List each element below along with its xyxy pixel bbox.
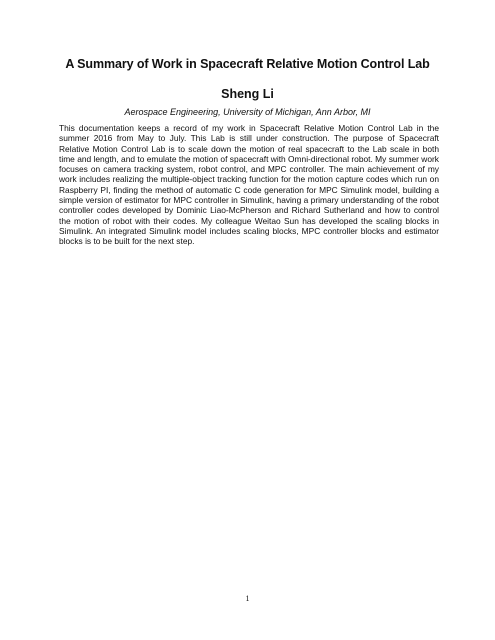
- author-affiliation: Aerospace Engineering, University of Michigan, Ann Arbor, MI: [124, 107, 371, 117]
- abstract-paragraph: This documentation keeps a record of my work in Spacecraft Relative Motion Control Lab in the summer 2016 from May to July. This Lab is still under construction. The purpose of Spacecraft Relative Motion Control Lab is to scale down the motion of real spacecraft to the Lab scale in both time and length, and to emulate the motion of spacecraft with Omni-directional robot. My summer work focuses on camera tracking system, robot control, and MPC controller. The main achievement of my work includes realizing the multiple-object tracking function for the motion capture codes which run on Raspberry PI, finding the method of automatic C code generation for MPC Simulink model, building a simple version of estimator for MPC controller in Simulink, having a primary understanding of the robot controller codes developed by Dominic Liao-McPherson and Richard Sutherland and how to control the motion of robot with their codes. My colleague Weitao Sun has developed the scaling blocks in Simulink. An integrated Simulink model includes scaling blocks, MPC controller blocks and estimator blocks is to be built for the next step.: [59, 123, 439, 247]
- document-title: A Summary of Work in Spacecraft Relative Motion Control Lab: [65, 57, 430, 71]
- author-name: Sheng Li: [221, 87, 274, 101]
- page-number: 1: [245, 594, 250, 603]
